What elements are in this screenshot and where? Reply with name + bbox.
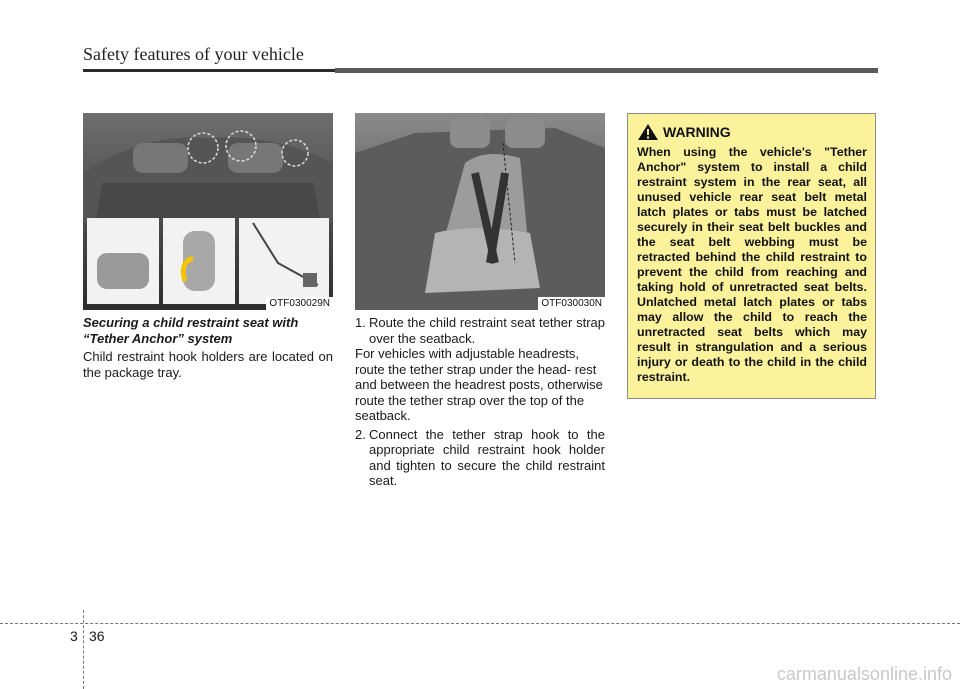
page-header-title: Safety features of your vehicle [83, 44, 304, 64]
figure-code: OTF030030N [538, 297, 605, 310]
step-subtext: For vehicles with adjustable headrests, route the tether strap under the head- rest and between the headrest posts, otherwise route the tether strap over the top of the seatback. [355, 346, 603, 423]
warning-header [637, 123, 867, 141]
chapter-number: 3 [70, 628, 78, 644]
figure-rear-seat-package-tray [83, 113, 333, 310]
step-text: Connect the tether strap hook to the appropriate child restraint hook holder and tighten to secure the child restraint seat. [369, 426, 605, 488]
page-number: 36 [89, 628, 105, 644]
section-body: Child restraint hook holders are located on the package tray. [83, 349, 333, 380]
step-item [355, 427, 605, 489]
step-item [355, 315, 605, 346]
warning-triangle-icon [637, 123, 659, 141]
warning-text: When using the vehicle's "Tether Anchor" system to install a child restraint system in the rear seat, all unused vehicle rear seat belt metal latch plates or tabs must be latched securely in their seat belt buckles and the seat belt webbing must be retracted behind the child restraint to prevent the child from reaching and taking hold of unretracted seat belts. Unlatched metal latch plates or tabs may allow the child to reach the unretracted seat belts which may result in strangulation and a serious injury or death to the child in the child restraint. [637, 145, 867, 384]
warning-title: WARNING [663, 124, 731, 140]
step-number: 2. [355, 426, 366, 442]
section-title: Securing a child restraint seat with “Tether Anchor” system [83, 315, 299, 346]
header-rule-shade [335, 68, 878, 73]
watermark: carmanualsonline.info [776, 664, 952, 684]
warning-box [627, 113, 876, 399]
step-number: 1. [355, 315, 366, 330]
footer-divider [83, 610, 84, 689]
figure-code: OTF030029N [266, 297, 333, 310]
step-text: Route the child restraint seat tether strap over the seatback. [369, 315, 605, 346]
figure-child-seat-tether [355, 113, 605, 310]
instruction-steps [355, 315, 605, 489]
footer-rule [0, 623, 960, 624]
